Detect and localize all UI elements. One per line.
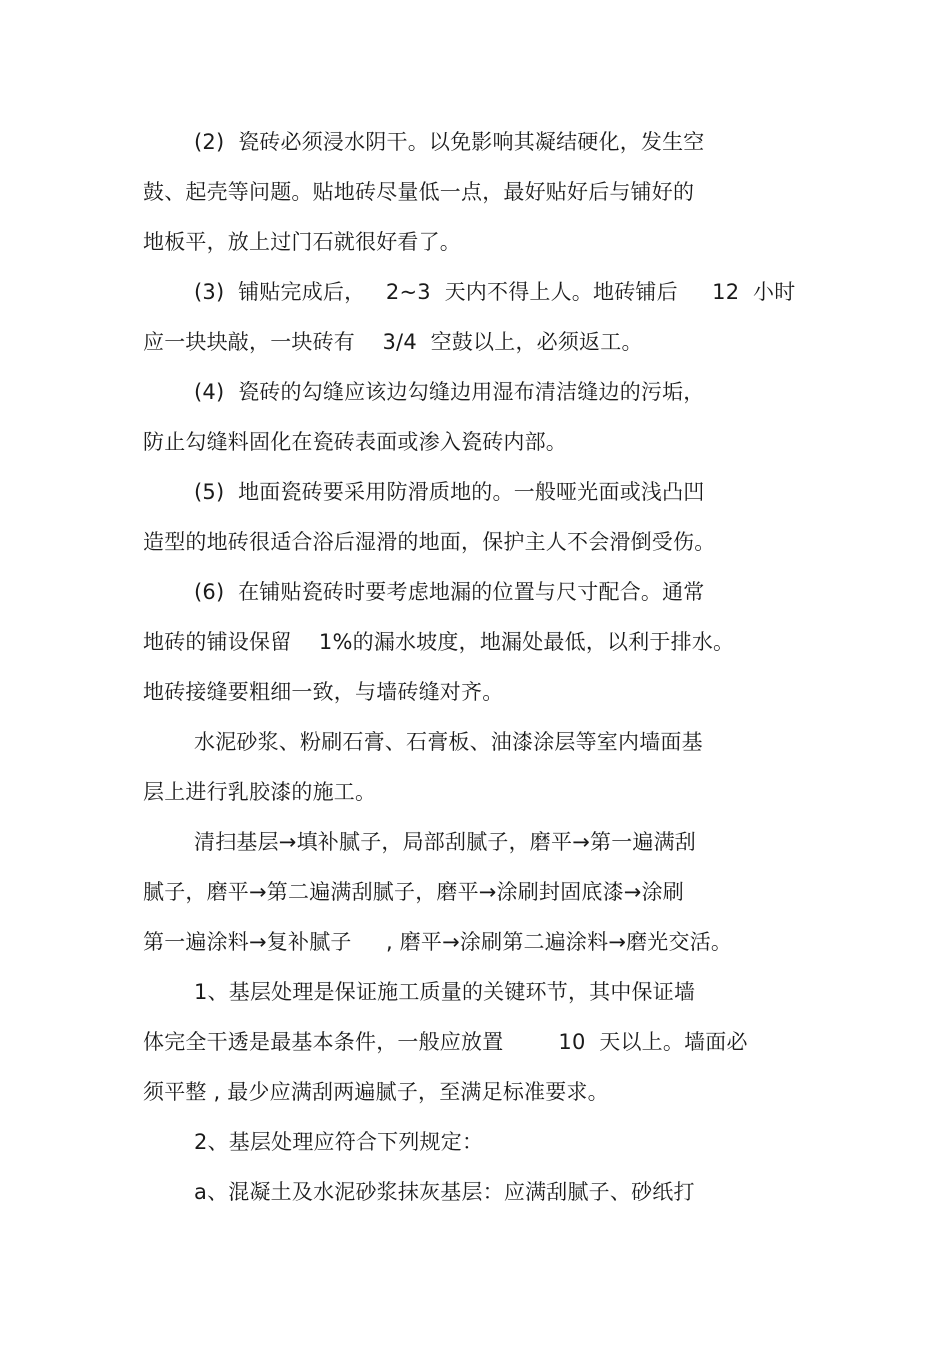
- text-line: (4) 瓷砖的勾缝应该边勾缝边用湿布清洁缝边的污垢，: [194, 380, 705, 404]
- text-line: 须平整 , 最少应满刮两遍腻子，至满足标准要求。: [143, 1080, 609, 1104]
- text-line: a、混凝土及水泥砂浆抹灰基层：应满刮腻子、砂纸打: [194, 1180, 695, 1204]
- text-line: 地砖的铺设保留 1%的漏水坡度，地漏处最低，以利于排水。: [143, 630, 735, 654]
- text-line: 2、基层处理应符合下列规定：: [194, 1130, 484, 1154]
- text-line: 鼓、起壳等问题。贴地砖尽量低一点，最好贴好后与铺好的: [143, 180, 695, 204]
- text-line: 应一块块敲，一块砖有 3/4 空鼓以上，必须返工。: [143, 330, 643, 354]
- text-line: 清扫基层→填补腻子，局部刮腻子，磨平→第一遍满刮: [194, 830, 696, 854]
- text-line: 地板平，放上过门石就很好看了。: [143, 230, 461, 254]
- text-line: (2) 瓷砖必须浸水阴干。以免影响其凝结硬化，发生空: [194, 130, 705, 154]
- text-line: 层上进行乳胶漆的施工。: [143, 780, 377, 804]
- text-line: 防止勾缝料固化在瓷砖表面或渗入瓷砖内部。: [143, 430, 567, 454]
- text-line: (6) 在铺贴瓷砖时要考虑地漏的位置与尺寸配合。通常: [194, 580, 705, 604]
- text-line: 造型的地砖很适合浴后湿滑的地面，保护主人不会滑倒受伤。: [143, 530, 716, 554]
- text-line: (5) 地面瓷砖要采用防滑质地的。一般哑光面或浅凸凹: [194, 480, 705, 504]
- text-line: 腻子，磨平→第二遍满刮腻子，磨平→涂刷封固底漆→涂刷: [143, 880, 684, 904]
- text-line: 地砖接缝要粗细一致，与墙砖缝对齐。: [143, 680, 504, 704]
- text-line: 水泥砂浆、粉刷石膏、石膏板、油漆涂层等室内墙面基: [194, 730, 703, 754]
- text-line: (3) 铺贴完成后， 2~3 天内不得上人。地砖铺后 12 小时: [194, 280, 796, 304]
- text-line: 第一遍涂料→复补腻子 , 磨平→涂刷第二遍涂料→磨光交活。: [143, 930, 733, 954]
- text-line: 1、基层处理是保证施工质量的关键环节，其中保证墙: [194, 980, 696, 1004]
- text-line: 体完全干透是最基本条件，一般应放置 10 天以上。墙面必: [143, 1030, 748, 1054]
